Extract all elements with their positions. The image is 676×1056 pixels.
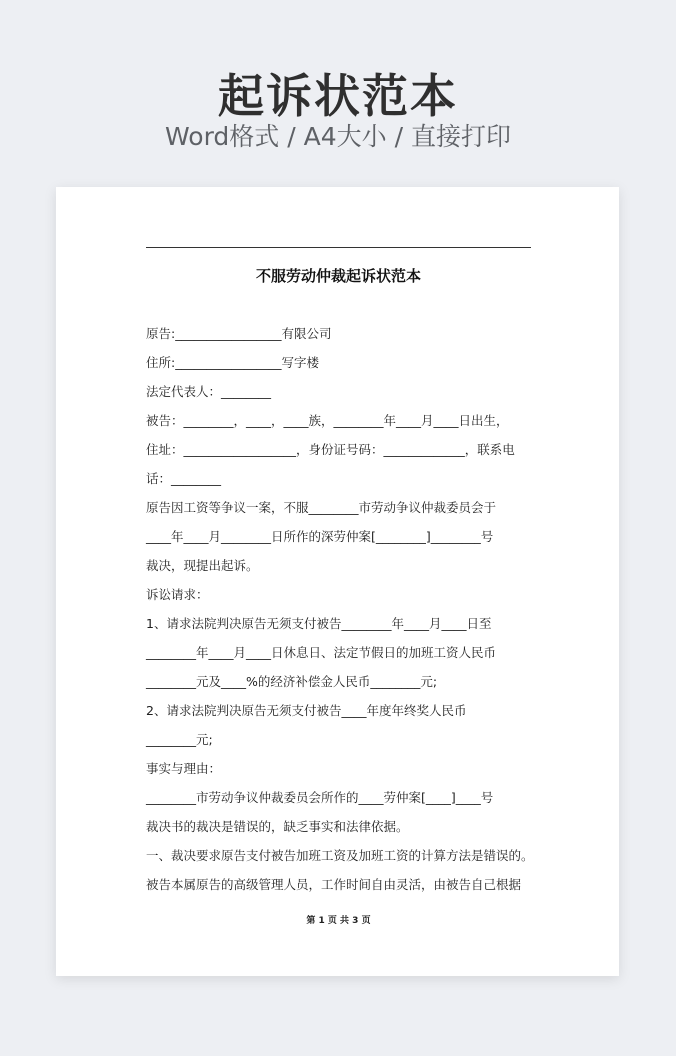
- plaintiff-line: 原告:_________________有限公司: [146, 326, 332, 341]
- claim-2-line-2: ________元;: [146, 732, 213, 747]
- phone-line: 话：________: [146, 471, 222, 486]
- facts-line-3: 一、裁决要求原告支付被告加班工资及加班工资的计算方法是错误的。: [146, 848, 534, 863]
- defendant-line: 被告：________，____，____族，________年____月____日出生，: [146, 413, 509, 428]
- document-title: 不服劳动仲裁起诉状范本: [255, 267, 421, 285]
- address-line: 住所:_________________写字楼: [146, 355, 319, 370]
- page-headline: 起诉状范本: [218, 69, 458, 123]
- page-number: 第 1 页 共 3 页: [306, 916, 371, 926]
- claim-1-line-3: ________元及____%的经济补偿金人民币________元;: [146, 674, 438, 689]
- document-page: [56, 187, 619, 976]
- case-ruling-line: 裁决，现提出起诉。: [146, 558, 259, 573]
- facts-heading: 事实与理由：: [146, 761, 222, 776]
- claim-1-line-1: 1、请求法院判决原告无须支付被告________年____月____日至: [146, 616, 492, 631]
- legal-rep-line: 法定代表人：________: [146, 384, 272, 399]
- header-rule: [146, 247, 531, 248]
- facts-line-4: 被告本属原告的高级管理人员，工作时间自由灵活，由被告自己根据: [146, 877, 522, 892]
- claim-2-line-1: 2、请求法院判决原告无须支付被告____年度年终奖人民币: [146, 703, 467, 718]
- defendant-address-line: 住址：__________________，身份证号码：_____________，联系电: [146, 442, 515, 457]
- claim-1-line-2: ________年____月____日休息日、法定节假日的加班工资人民币: [146, 645, 497, 660]
- format-subtitle: Word格式 / A4大小 / 直接打印: [165, 122, 511, 151]
- document-body: [146, 319, 538, 899]
- facts-line-2: 裁决书的裁决是错误的，缺乏事实和法律依据。: [146, 819, 409, 834]
- case-date-line: ____年____月________日所作的深劳仲案[________]________号: [146, 529, 494, 544]
- facts-line-1: ________市劳动争议仲裁委员会所作的____劳仲案[____]____号: [146, 790, 494, 805]
- claims-heading: 诉讼请求：: [146, 587, 209, 602]
- case-intro-line: 原告因工资等争议一案，不服________市劳动争议仲裁委员会于: [146, 500, 497, 515]
